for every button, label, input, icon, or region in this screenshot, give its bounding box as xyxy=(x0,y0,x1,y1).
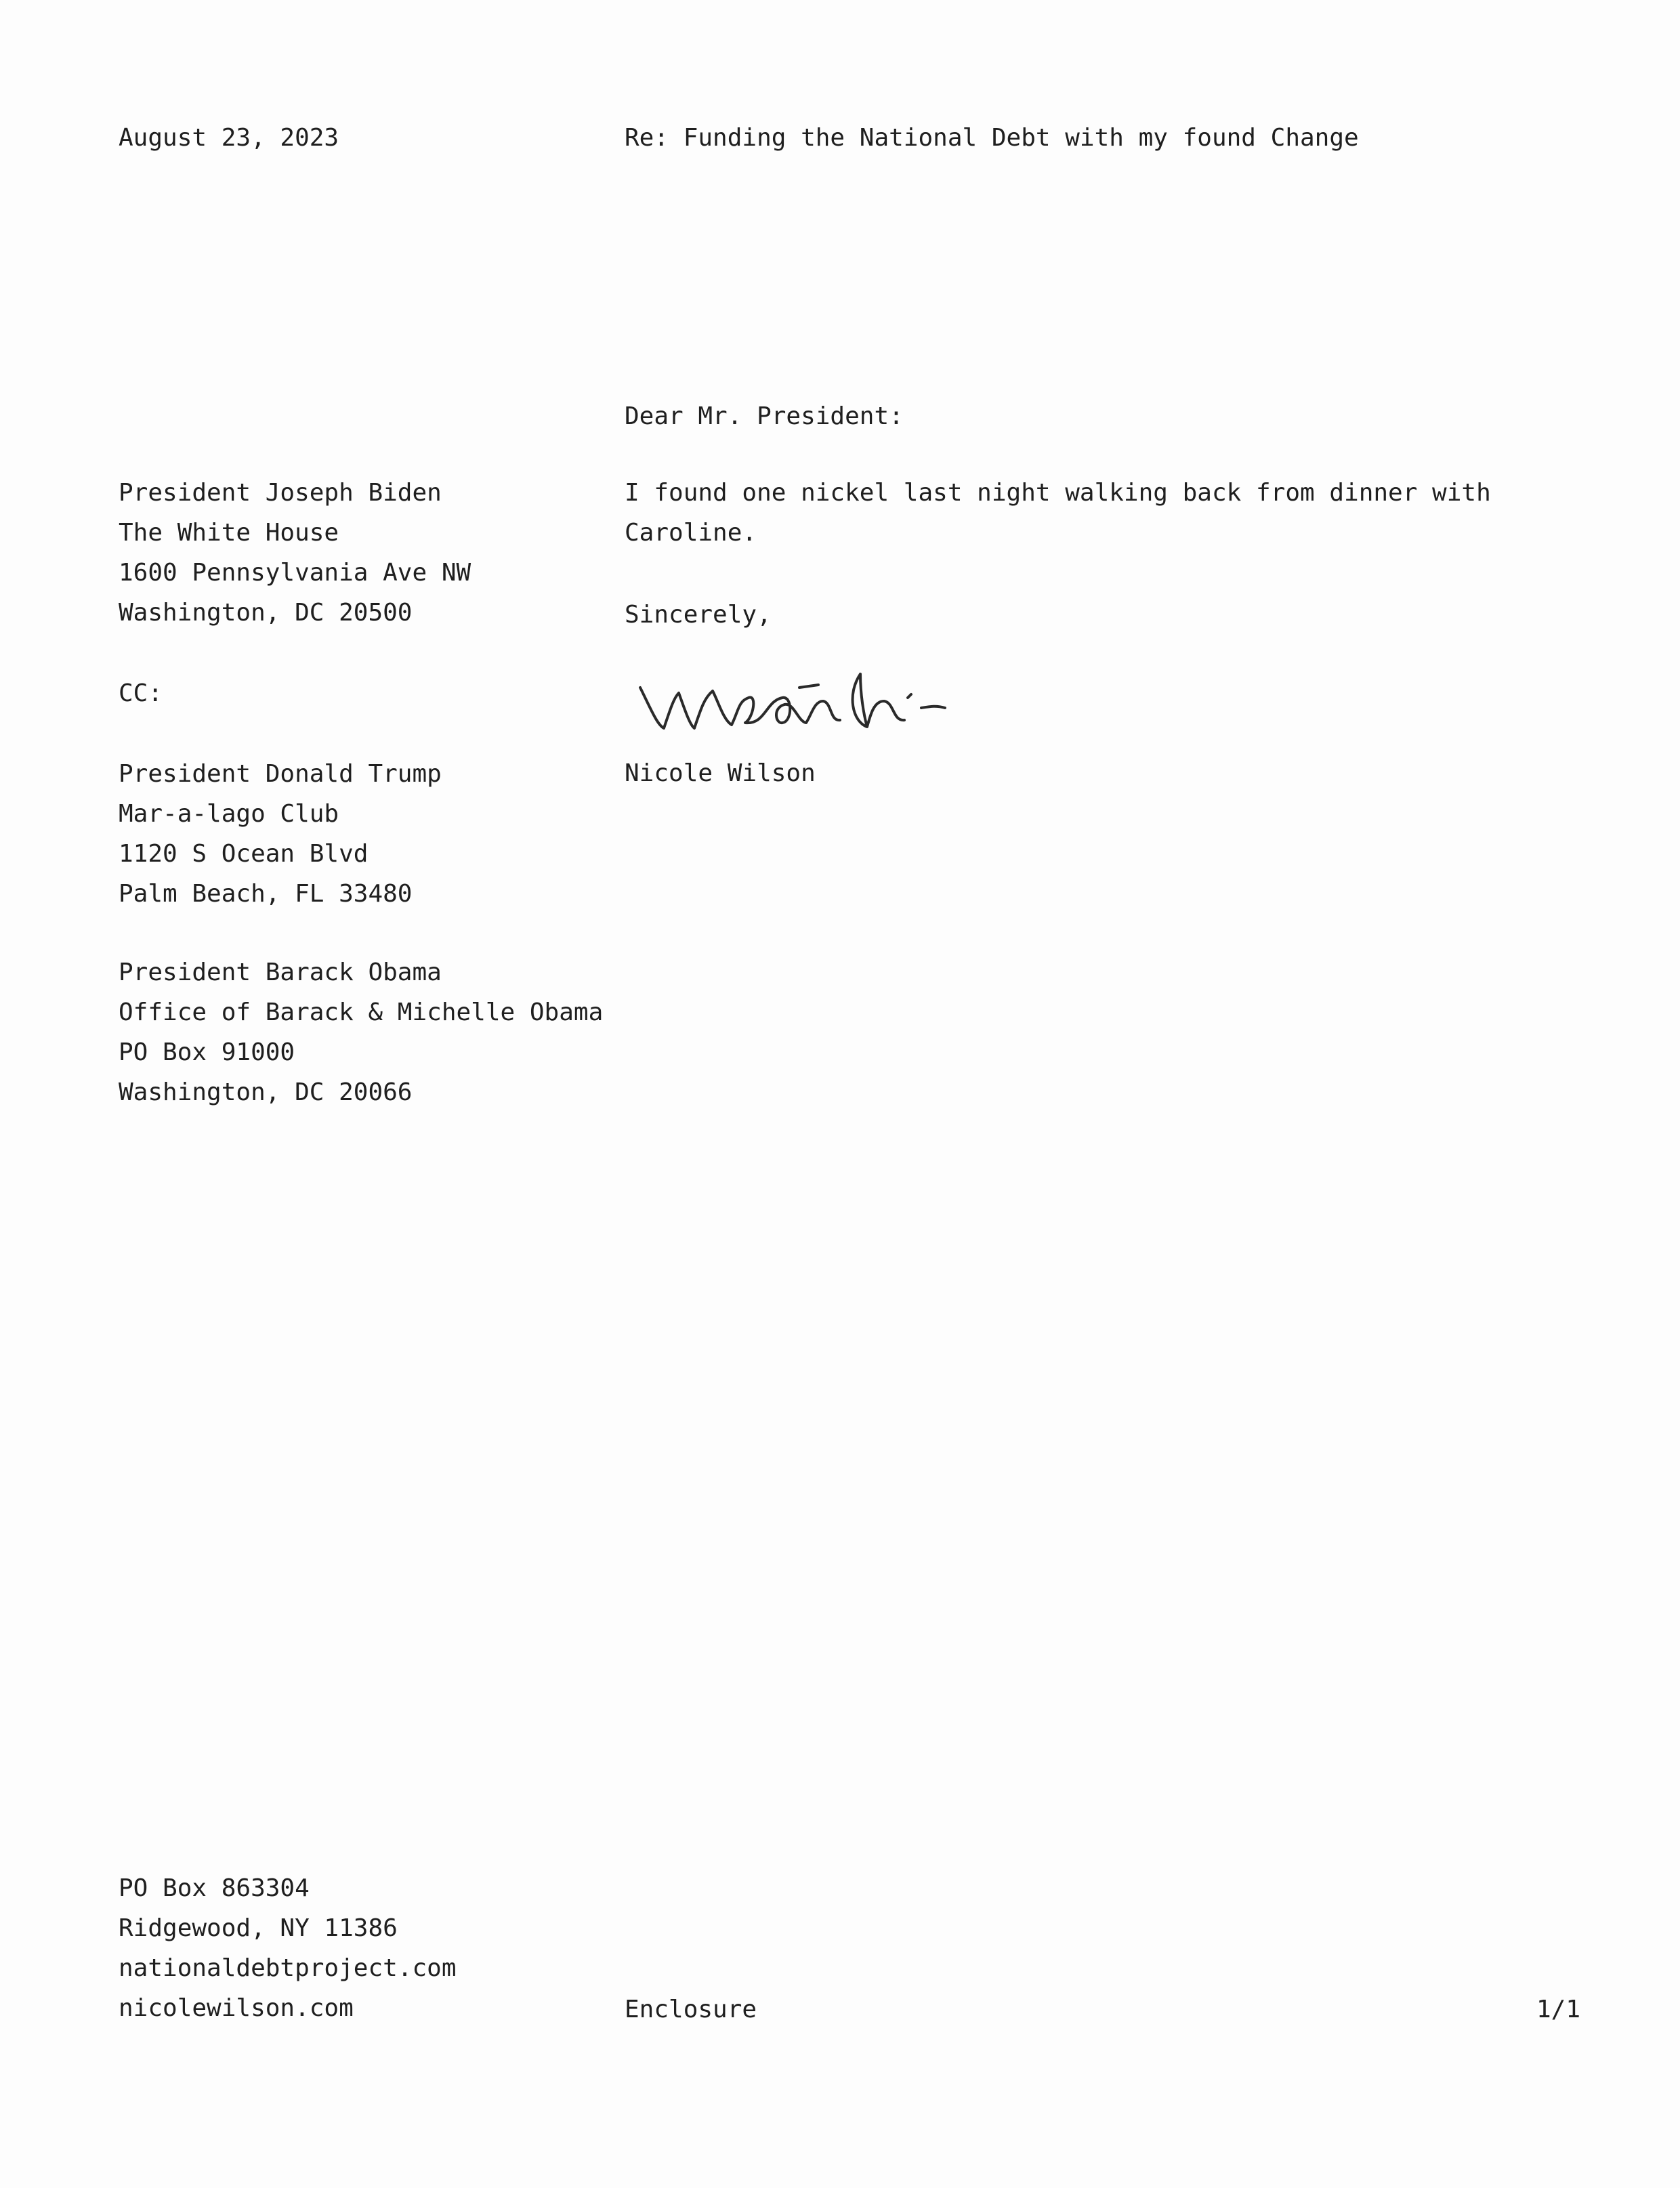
address-line: The White House xyxy=(119,519,339,547)
address-line: Office of Barack & Michelle Obama xyxy=(119,998,604,1026)
address-line: Washington, DC 20500 xyxy=(119,599,413,627)
address-line: nicolewilson.com xyxy=(119,1994,354,2022)
handwritten-signature xyxy=(637,660,975,742)
address-line: Washington, DC 20066 xyxy=(119,1078,413,1106)
enclosure-note: Enclosure xyxy=(625,1996,757,2023)
cc-recipient-address xyxy=(119,952,603,1112)
recipient-address xyxy=(119,473,471,633)
cc-recipient-address xyxy=(119,754,442,914)
body-line: I found one nickel last night walking back from dinner with xyxy=(625,479,1491,507)
cc-label: CC: xyxy=(119,679,163,707)
address-line: Mar-a-lago Club xyxy=(119,800,339,828)
address-line: 1120 S Ocean Blvd xyxy=(119,840,369,868)
letter-date: August 23, 2023 xyxy=(119,124,339,152)
sender-address xyxy=(119,1868,457,2028)
signer-name: Nicole Wilson xyxy=(625,759,816,787)
page-number: 1/1 xyxy=(1536,1996,1580,2023)
address-line: PO Box 91000 xyxy=(119,1038,295,1066)
address-line: President Donald Trump xyxy=(119,760,442,788)
closing: Sincerely, xyxy=(625,601,772,629)
address-line: President Barack Obama xyxy=(119,959,442,986)
body-line: Caroline. xyxy=(625,519,757,547)
address-line: 1600 Pennsylvania Ave NW xyxy=(119,559,471,587)
letter-subject: Re: Funding the National Debt with my found Change xyxy=(625,124,1359,152)
address-line: Palm Beach, FL 33480 xyxy=(119,880,413,908)
address-line: nationaldebtproject.com xyxy=(119,1954,457,1982)
address-line: Ridgewood, NY 11386 xyxy=(119,1914,398,1942)
letter-body xyxy=(625,473,1491,553)
address-line: President Joseph Biden xyxy=(119,479,442,507)
signature-drawing xyxy=(637,660,975,742)
salutation: Dear Mr. President: xyxy=(625,402,904,430)
address-line: PO Box 863304 xyxy=(119,1874,310,1902)
